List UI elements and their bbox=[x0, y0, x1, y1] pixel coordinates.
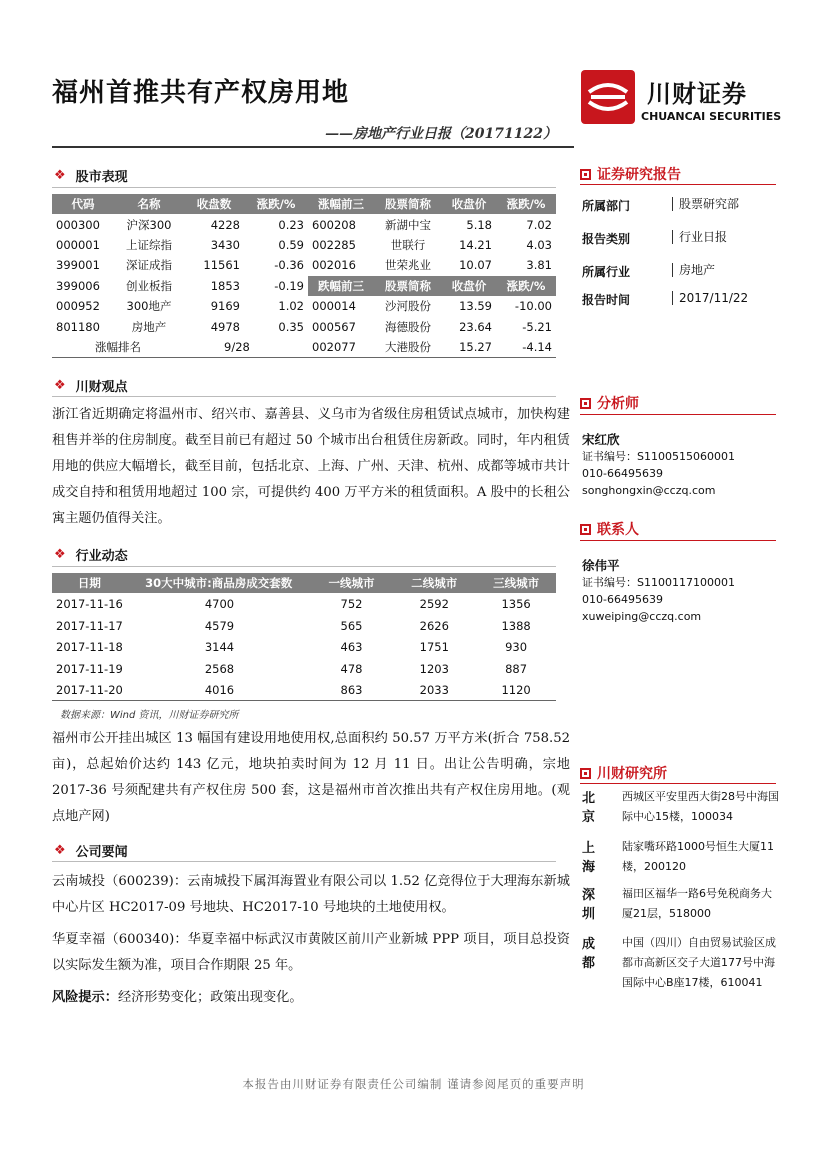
contact-heading: 联系人 bbox=[580, 519, 639, 539]
column-header: 收盘价 bbox=[442, 276, 496, 296]
square-bullet-icon bbox=[580, 524, 591, 535]
column-header: 涨跌/% bbox=[496, 276, 556, 296]
logo-mark-icon bbox=[581, 70, 635, 124]
industry-table-header bbox=[52, 573, 556, 593]
institute-heading-rule bbox=[580, 783, 776, 784]
view-heading-rule bbox=[52, 396, 556, 397]
table-row: 2017-11-18 3144 463 1751 930 bbox=[56, 640, 528, 655]
risk-label: 风险提示： bbox=[52, 990, 118, 1005]
institute-heading: 川财研究所 bbox=[580, 763, 667, 783]
table-row: 000300 沪深300 4228 0.23 600208 新湖中宝 5.18 7.02 bbox=[56, 217, 552, 232]
column-header: 名称 bbox=[114, 194, 184, 214]
risk-text: 经济形势变化；政策出现变化。 bbox=[117, 990, 303, 1005]
title-divider bbox=[52, 146, 574, 148]
market-table bbox=[52, 194, 556, 358]
analyst-cert: 证书编号：S1100515060001 bbox=[582, 450, 735, 463]
industry-table bbox=[52, 573, 556, 701]
table-row: 2017-11-20 4016 863 2033 1120 bbox=[52, 679, 556, 701]
table-row: 801180 房地产 4978 0.35 000567 海德股份 23.64 -5.21 bbox=[56, 319, 552, 334]
rank-label: 涨幅排名 bbox=[95, 339, 141, 354]
report-heading: 证券研究报告 bbox=[580, 164, 681, 184]
diamond-bullet-icon: ❖ bbox=[54, 378, 66, 393]
company-heading: ❖ 公司要闻 bbox=[54, 843, 128, 860]
view-paragraph: 浙江省近期确定将温州市、绍兴市、嘉善县、义乌市为省级住房租赁试点城市，加快构建租售并举的住房制度。截至目前已有超过 50 个城市出台租赁住房新政。同时，年内租赁用地的供应大幅增长，截至目前，包括北京、上海、广州、天津、杭州、成都等城市共计成交自持和租赁用地超过 100 宗，可提供约 400 万平方米的租赁面积。A 股中的长租公寓主题仍值得关注。 bbox=[52, 407, 570, 526]
column-header: 涨幅前三 bbox=[308, 194, 374, 214]
table-row: 2017-11-19 2568 478 1203 887 bbox=[56, 661, 528, 676]
column-header: 日期 bbox=[52, 573, 127, 593]
table-row: 2017-11-16 4700 752 2592 1356 bbox=[56, 597, 531, 612]
diamond-bullet-icon: ❖ bbox=[54, 547, 66, 562]
contact-email[interactable]: xuweiping@cczq.com bbox=[582, 610, 702, 623]
rank-value: 9/28 bbox=[224, 339, 250, 354]
industry-heading: ❖ 行业动态 bbox=[54, 547, 128, 564]
industry-heading-rule bbox=[52, 566, 556, 567]
report-heading-rule bbox=[580, 184, 776, 185]
square-bullet-icon bbox=[580, 768, 591, 779]
table-row: 000952 300地产 9169 1.02 000014 沙河股份 13.59 -10.00 bbox=[56, 299, 552, 314]
column-header: 收盘价 bbox=[442, 194, 496, 214]
contact-heading-rule bbox=[580, 540, 776, 541]
column-header: 跌幅前三 bbox=[308, 276, 374, 296]
column-header: 涨跌/% bbox=[244, 194, 308, 214]
column-header: 一线城市 bbox=[311, 573, 393, 593]
data-source-note: 数据来源：Wind 资讯，川财证券研究所 bbox=[60, 710, 239, 721]
risk-warning bbox=[52, 985, 570, 1011]
column-header: 30大中城市:商品房成交套数 bbox=[127, 573, 311, 593]
company-heading-rule bbox=[52, 861, 556, 862]
analyst-phone: 010-66495639 bbox=[582, 467, 663, 480]
square-bullet-icon bbox=[580, 398, 591, 409]
logo-text-cn: 川财证券 bbox=[647, 80, 747, 108]
page-subtitle: ——房地产行业日报（20171122） bbox=[325, 126, 557, 142]
market-heading: ❖ 股市表现 bbox=[54, 168, 128, 185]
company-news-2: 华夏幸福（600340)：华夏幸福中标武汉市黄陂区前川产业新城 PPP 项目，项目总投资以实际发生额为准，项目合作期限 25 年。 bbox=[52, 932, 570, 973]
contact-cert: 证书编号：S1100117100001 bbox=[582, 576, 735, 589]
contact-phone: 010-66495639 bbox=[582, 593, 663, 606]
analyst-card bbox=[582, 431, 735, 499]
column-header: 三线城市 bbox=[476, 573, 556, 593]
view-heading: ❖ 川财观点 bbox=[54, 378, 128, 395]
table-row: 涨幅排名 9/28 002077 大港股份 15.27 -4.14 bbox=[52, 337, 556, 357]
diamond-bullet-icon: ❖ bbox=[54, 168, 66, 183]
logo-text-en: CHUANCAI SECURITIES bbox=[641, 110, 782, 123]
contact-name: 徐伟平 bbox=[582, 558, 620, 573]
company-news-1: 云南城投（600239)：云南城投下属洱海置业有限公司以 1.52 亿竞得位于大理海东新城中心片区 HC2017-09 号地块、HC2017-10 号地块的土地使用权。 bbox=[52, 874, 570, 915]
contact-card bbox=[582, 557, 735, 625]
analyst-email[interactable]: songhongxin@cczq.com bbox=[582, 484, 716, 497]
diamond-bullet-icon: ❖ bbox=[54, 843, 66, 858]
column-header: 代码 bbox=[52, 194, 114, 214]
square-bullet-icon bbox=[580, 169, 591, 180]
column-header: 收盘数 bbox=[184, 194, 244, 214]
column-header: 股票简称 bbox=[374, 276, 442, 296]
page-footer: 本报告由川财证券有限责任公司编制 谨请参阅尾页的重要声明 bbox=[242, 1077, 585, 1091]
analyst-heading: 分析师 bbox=[580, 393, 639, 413]
company-logo bbox=[581, 68, 781, 128]
analyst-name: 宋红欣 bbox=[582, 432, 620, 447]
industry-paragraph: 福州市公开挂出城区 13 幅国有建设用地使用权,总面积约 50.57 万平方米(折合 758.52 亩)，总起始价达约 143 亿元，地块拍卖时间为 12 月 11 日。出让公告明确，宗地 2017-36 号须配建共有产权住房 500 套，这是福州市首次推出共有产权住房用地。(观点地产网) bbox=[52, 731, 570, 824]
page-title: 福州首推共有产权房用地 bbox=[52, 78, 350, 108]
table-row: 000001 上证综指 3430 0.59 002285 世联行 14.21 4.03 bbox=[56, 237, 552, 252]
market-table-header bbox=[52, 194, 556, 214]
analyst-heading-rule bbox=[580, 414, 776, 415]
table-row: 399001 深证成指 11561 -0.36 002016 世荣兆业 10.07 3.81 bbox=[56, 258, 552, 273]
column-header: 二线城市 bbox=[392, 573, 476, 593]
column-header: 涨跌/% bbox=[496, 194, 556, 214]
table-row: 399006 创业板指 1853 -0.19 跌幅前三 股票简称 收盘价 涨跌/% bbox=[52, 276, 556, 296]
column-header: 股票简称 bbox=[374, 194, 442, 214]
market-heading-rule bbox=[52, 187, 556, 188]
table-row: 2017-11-17 4579 565 2626 1388 bbox=[56, 618, 531, 633]
